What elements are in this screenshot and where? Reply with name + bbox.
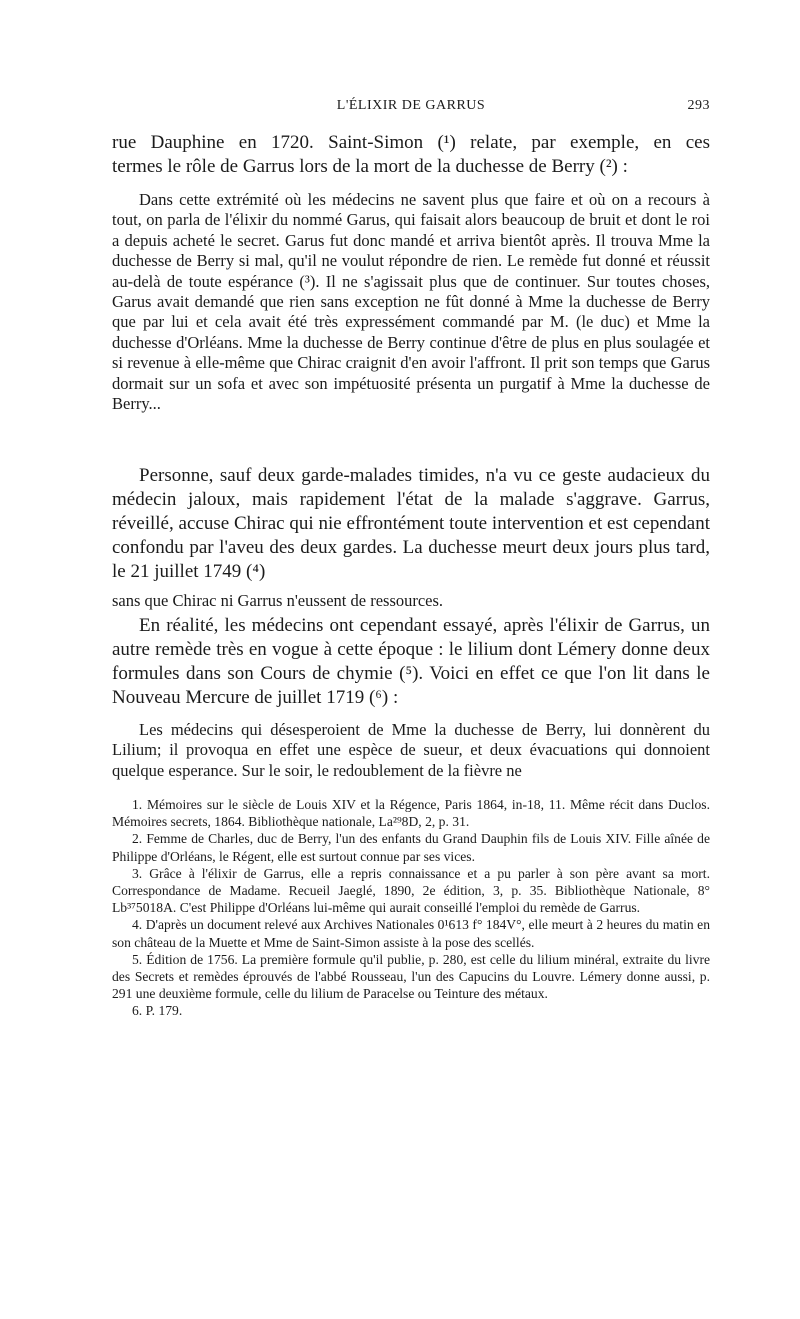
- paragraph-chirac: [112, 464, 710, 584]
- quote-saint-simon: [112, 190, 710, 414]
- intro-line-2: termes le rôle de Garrus lors de la mort de la duchesse de Berry (²) :: [112, 156, 628, 177]
- page-number: 293: [687, 98, 710, 113]
- footnote-3: 3. Grâce à l'élixir de Garrus, elle a repris connaissance et a pu parler à son père avant sa mort. Correspondance de Madame. Recueil Jaeglé, 1890, 2e édition, 3, p. 35. Bibliothèque Nationale, 8° Lb³⁷5018A. C'est Philippe d'Orléans lui-même qui aurait conseillé l'emploi du remède de Garrus.: [112, 865, 710, 916]
- footnote-2: 2. Femme de Charles, duc de Berry, l'un des enfants du Grand Dauphin fils de Louis XIV. Fille aînée de Philippe d'Orléans, le Régent, elle est surtout connue par ses vices.: [112, 831, 710, 864]
- paragraph-lilium-text: En réalité, les médecins ont cependant essayé, après l'élixir de Garrus, un autre remède très en vogue à cette époque : le lilium dont Lémery donne deux formules dans son Cours de chymie (⁵). Voici en effet ce que l'on lit dans le Nouveau Mercure de juillet 1719 (⁶) :: [112, 615, 710, 708]
- intro-paragraph: [112, 131, 710, 179]
- aside-line-text: sans que Chirac ni Garrus n'eussent de ressources.: [112, 591, 444, 610]
- quote-mercure: [112, 720, 710, 781]
- aside-line: [112, 591, 710, 611]
- quote-mercure-text: Les médecins qui désesperoient de Mme la duchesse de Berry, lui donnèrent du Lilium; il provoqua en effet une espèce de sueur, et deux évacuations qui donnoient quelque esperance. Sur le soir, le redoublement de la fièvre ne: [112, 720, 710, 780]
- quote-saint-simon-text: Dans cette extrémité où les médecins ne savent plus que faire et où on a recours à tout, on parla de l'élixir du nommé Garus, qui faisait alors beaucoup de bruit et dont le roi a depuis acheté le secret. Garus fut donc mandé et arriva bientôt après. Il trouva Mme la duchesse de Berry si mal, qu'il ne voulut répondre de rien. Le remède fut donné et réussit au-delà de toute espérance (³). Il ne s'agissait plus que de continuer. Sur toutes choses, Garus avait demandé que rien sans exception ne fût donné à Mme la duchesse de Berry que par lui et cela avait été très expressément commandé par M. (le duc) et Mme la duchesse d'Orléans. Mme la duchesse de Berry continue d'être de plus en plus soulagée et si revenue à elle-même que Chirac craignit d'en avoir l'affront. Il prit son temps que Garus dormait sur un sofa et avec son impétuosité présenta un purgatif à Mme la duchesse de Berry...: [112, 190, 710, 414]
- paragraph-lilium: [112, 614, 710, 710]
- running-title: L'ÉLIXIR DE GARRUS: [336, 98, 486, 113]
- running-header: [112, 98, 710, 120]
- footnote-1: 1. Mémoires sur le siècle de Louis XIV et la Régence, Paris 1864, in-18, 11. Même récit dans Duclos. Mémoires secrets, 1864. Bibliothèque nationale, La²⁹8D, 2, p. 31.: [112, 797, 710, 830]
- footnote-6: 6. P. 179.: [132, 1003, 183, 1019]
- footnote-5: 5. Édition de 1756. La première formule qu'il publie, p. 280, est celle du lilium minéral, extraite du livre des Secrets et remèdes éprouvés de l'abbé Rousseau, l'un des Capucins du Louvre. Lémery donne aussi, p. 291 une deuxième formule, celle du lilium de Paracelse ou Teinture des métaux.: [112, 951, 710, 1002]
- paragraph-chirac-text: Personne, sauf deux garde-malades timides, n'a vu ce geste audacieux du médecin jaloux, mais rapidement l'état de la malade s'aggrave. Garrus, réveillé, accuse Chirac qui nie effrontément toute intervention et est cependant confondu par l'aveu des deux gardes. La duchesse meurt deux jours plus tard, le 21 juillet 1749 (⁴): [112, 465, 710, 582]
- footnote-4: 4. D'après un document relevé aux Archives Nationales 0¹613 f° 184V°, elle meurt à 2 heures du matin en son château de la Muette et Mme de Saint-Simon assiste à la pose des scellés.: [112, 917, 710, 950]
- footnotes: [112, 796, 710, 1020]
- intro-line-1: rue Dauphine en 1720. Saint-Simon (¹) relate, par exemple, en ces: [112, 132, 710, 153]
